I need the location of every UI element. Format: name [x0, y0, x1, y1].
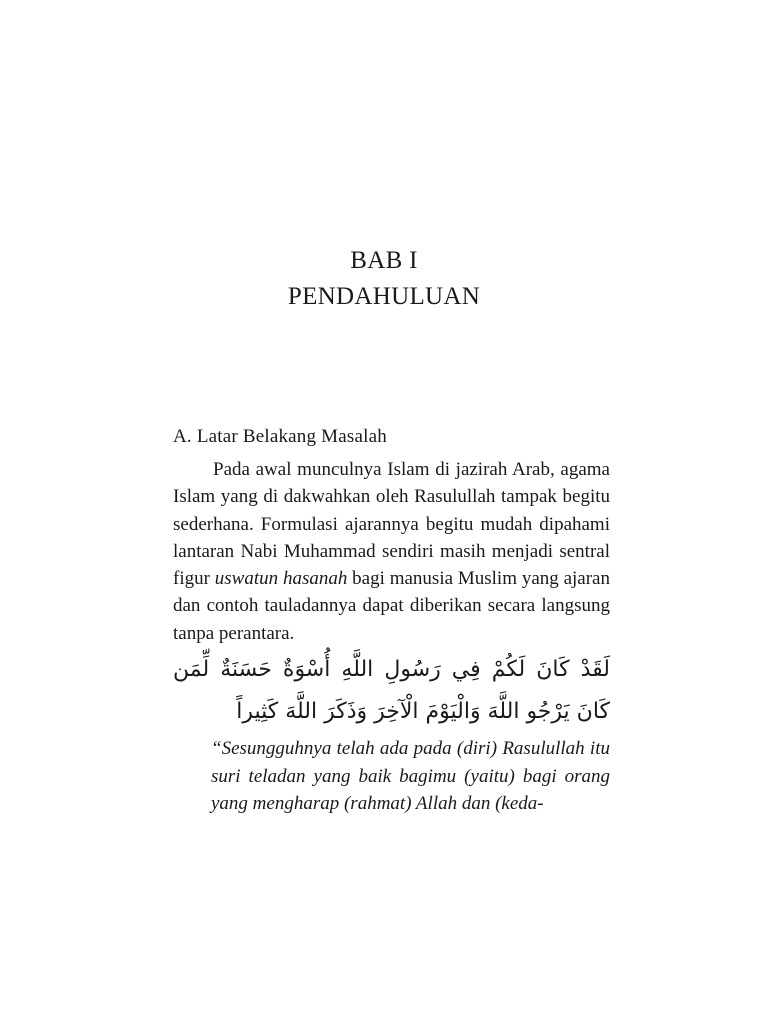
quran-verse-arabic: لَقَدْ كَانَ لَكُمْ فِي رَسُولِ اللَّهِ أُسْوَةٌ حَسَنَةٌ لِّمَن كَانَ يَرْجُو اللَّهَ وَالْيَوْمَ الْآخِرَ وَذَكَرَ اللَّهَ كَثِيراً: [173, 657, 610, 725]
paragraph-text-end: bagi manusia Muslim yang ajaran dan contoh tauladannya dapat diberikan secara langsung tanpa perantara.: [173, 568, 610, 644]
chapter-heading: [0, 243, 768, 315]
page-content: [173, 423, 610, 818]
emphasized-term: uswatun hasanah: [214, 568, 348, 590]
section-heading: A. Latar Belakang Masalah: [173, 426, 387, 447]
chapter-number: BAB I: [350, 247, 418, 274]
quran-verse-translation: “Sesungguhnya telah ada pada (diri) Rasulullah itu suri teladan yang baik bagimu (yaitu) bagi orang yang mengharap (rahmat) Allah dan (keda-: [211, 738, 610, 815]
body-paragraph: [173, 456, 610, 647]
chapter-title: PENDAHULUAN: [287, 283, 481, 310]
paragraph-text-start: Pada awal munculnya Islam di jazirah Arab, agama Islam yang di dakwahkan oleh Rasulullah tampak begitu sederhana. Formulasi ajarannya begitu mudah dipahami lantaran Nabi Muhammad sendiri masih menjadi sentral figur: [173, 459, 610, 590]
